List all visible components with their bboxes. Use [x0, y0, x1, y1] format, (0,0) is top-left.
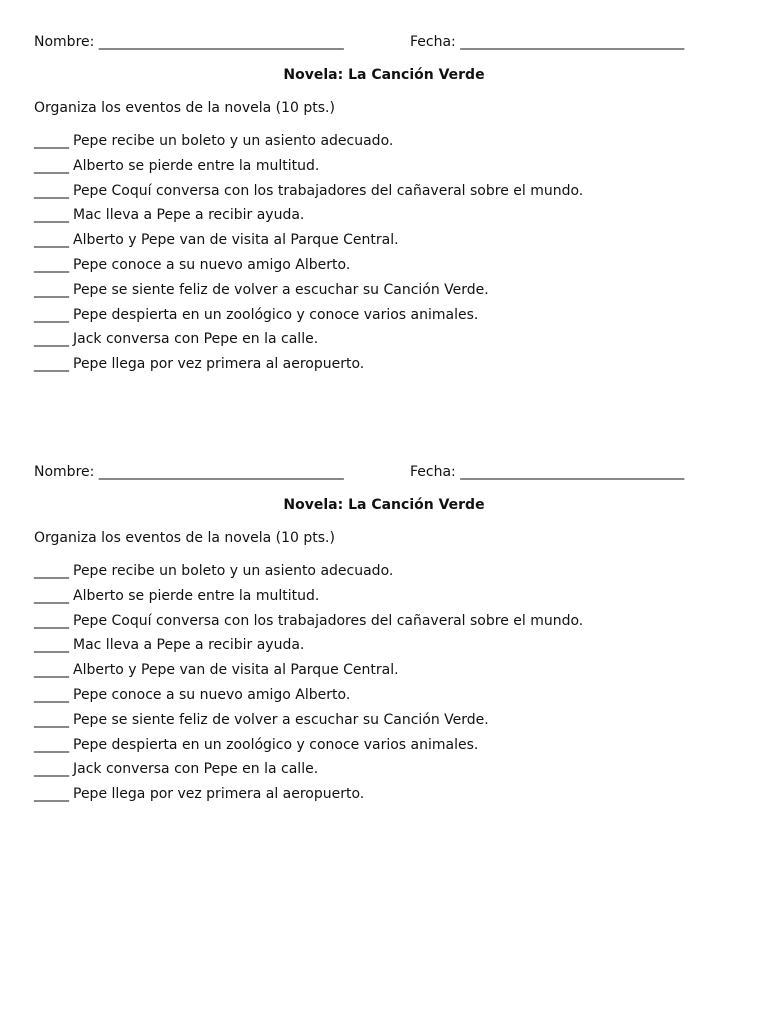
event-text: Pepe Coquí conversa con los trabajadores del cañaveral sobre el mundo. — [73, 612, 584, 629]
event-item — [34, 182, 734, 207]
event-text: Pepe se siente feliz de volver a escuchar su Canción Verde. — [73, 281, 489, 298]
event-text: Pepe Coquí conversa con los trabajadores del cañaveral sobre el mundo. — [73, 182, 584, 199]
answer-blank: _____ — [34, 356, 69, 373]
event-item — [34, 785, 734, 810]
event-item — [34, 355, 734, 380]
event-list — [34, 132, 734, 380]
event-item — [34, 256, 734, 281]
event-item — [34, 686, 734, 711]
event-text: Pepe recibe un boleto y un asiento adecuado. — [73, 133, 394, 149]
answer-blank: _____ — [34, 612, 69, 629]
name-field-label: Nombre: ___________________________________ — [34, 464, 344, 480]
event-text: Pepe despierta en un zoológico y conoce varios animales. — [73, 736, 479, 753]
answer-blank: _____ — [34, 711, 69, 728]
event-item — [34, 636, 734, 661]
instructions: Organiza los eventos de la novela (10 pts.) — [34, 530, 335, 546]
answer-blank: _____ — [34, 736, 69, 753]
event-item — [34, 760, 734, 785]
answer-blank: _____ — [34, 281, 69, 298]
event-item — [34, 206, 734, 231]
answer-blank: _____ — [34, 182, 69, 199]
event-text: Pepe llega por vez primera al aeropuerto. — [73, 356, 365, 373]
header-row — [34, 463, 734, 481]
date-field-label: Fecha: ________________________________ — [410, 464, 685, 480]
event-text: Mac lleva a Pepe a recibir ayuda. — [73, 207, 305, 224]
answer-blank: _____ — [34, 157, 69, 174]
event-text: Pepe despierta en un zoológico y conoce varios animales. — [73, 306, 479, 323]
answer-blank: _____ — [34, 207, 69, 224]
worksheet-title: Novela: La Canción Verde — [283, 497, 485, 513]
answer-blank: _____ — [34, 587, 69, 604]
answer-blank: _____ — [34, 662, 69, 679]
header-row — [34, 33, 734, 51]
event-item — [34, 736, 734, 761]
event-text: Alberto se pierde entre la multitud. — [73, 587, 320, 604]
answer-blank: _____ — [34, 133, 69, 149]
answer-blank: _____ — [34, 637, 69, 654]
date-field-label: Fecha: ________________________________ — [410, 34, 685, 50]
answer-blank: _____ — [34, 563, 69, 579]
answer-blank: _____ — [34, 306, 69, 323]
answer-blank: _____ — [34, 256, 69, 273]
event-text: Pepe conoce a su nuevo amigo Alberto. — [73, 256, 351, 273]
answer-blank: _____ — [34, 761, 69, 778]
event-text: Jack conversa con Pepe en la calle. — [73, 761, 319, 778]
event-item — [34, 330, 734, 355]
event-text: Alberto y Pepe van de visita al Parque Central. — [73, 662, 399, 679]
event-item — [34, 661, 734, 686]
event-item — [34, 562, 734, 587]
answer-blank: _____ — [34, 232, 69, 249]
answer-blank: _____ — [34, 686, 69, 703]
event-text: Pepe se siente feliz de volver a escuchar su Canción Verde. — [73, 711, 489, 728]
event-item — [34, 306, 734, 331]
name-field-label: Nombre: ___________________________________ — [34, 34, 344, 50]
event-text: Pepe llega por vez primera al aeropuerto. — [73, 786, 365, 803]
event-text: Mac lleva a Pepe a recibir ayuda. — [73, 637, 305, 654]
event-item — [34, 711, 734, 736]
event-item — [34, 612, 734, 637]
event-item — [34, 132, 734, 157]
instructions: Organiza los eventos de la novela (10 pts.) — [34, 100, 335, 116]
event-item — [34, 157, 734, 182]
worksheet-title: Novela: La Canción Verde — [283, 67, 485, 83]
event-text: Alberto se pierde entre la multitud. — [73, 157, 320, 174]
event-list — [34, 562, 734, 810]
event-text: Jack conversa con Pepe en la calle. — [73, 331, 319, 348]
worksheet-copy-1 — [34, 33, 734, 380]
event-item — [34, 231, 734, 256]
event-item — [34, 587, 734, 612]
answer-blank: _____ — [34, 786, 69, 803]
worksheet-copy-2 — [34, 463, 734, 810]
event-text: Alberto y Pepe van de visita al Parque Central. — [73, 232, 399, 249]
event-text: Pepe conoce a su nuevo amigo Alberto. — [73, 686, 351, 703]
answer-blank: _____ — [34, 331, 69, 348]
event-text: Pepe recibe un boleto y un asiento adecuado. — [73, 563, 394, 579]
event-item — [34, 281, 734, 306]
